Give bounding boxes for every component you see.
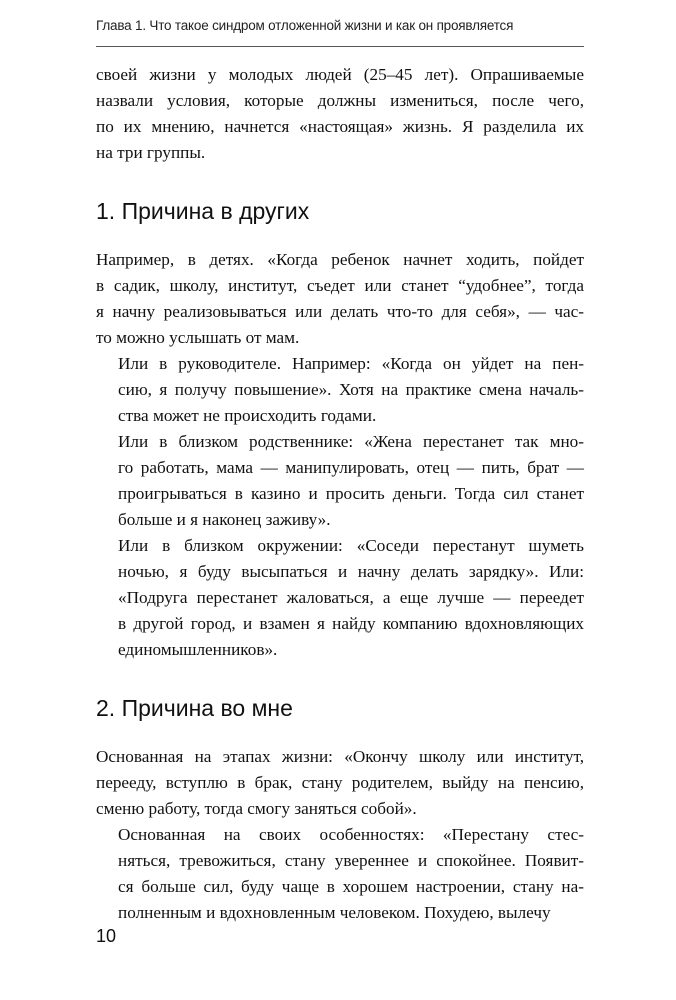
text-line: по их мнению, начнется «настоящая» жизнь. Я разделила их xyxy=(96,117,584,136)
text-line: Основанная на своих особенностях: «Перестану стес- xyxy=(118,825,584,844)
text-line: Или в близком родственнике: «Жена перестанет так мно- xyxy=(118,432,584,451)
text-line: го работать, мама — манипулировать, отец — пить, брат — xyxy=(118,458,584,477)
body-paragraph xyxy=(96,744,584,822)
text-line: сменю работу, тогда смогу заняться собой». xyxy=(96,799,417,818)
text-line: няться, тревожиться, стану увереннее и спокойнее. Появит- xyxy=(118,851,584,870)
text-line: перееду, вступлю в брак, стану родителем, выйду на пенсию, xyxy=(96,773,584,792)
body-paragraph xyxy=(96,533,584,663)
text-line: на три группы. xyxy=(96,143,206,162)
text-line: сию, я получу повышение». Хотя на практике смена началь- xyxy=(118,380,584,399)
page-body xyxy=(96,62,584,926)
body-paragraph xyxy=(96,429,584,533)
text-line: ночью, я буду высыпаться и начну делать зарядку». Или: xyxy=(118,562,584,581)
section-heading-2: 2. Причина во мне xyxy=(96,695,293,721)
text-line: то можно услышать от мам. xyxy=(96,328,300,347)
intro-paragraph xyxy=(96,62,584,166)
section-heading-1: 1. Причина в других xyxy=(96,198,310,224)
text-line: больше и я наконец заживу». xyxy=(118,510,331,529)
text-line: назвали условия, которые должны измениться, после чего, xyxy=(96,91,584,110)
text-line: проигрываться в казино и просить деньги. Тогда сил станет xyxy=(118,484,584,503)
text-line: я начну реализовываться или делать что-то для себя», — час- xyxy=(96,302,584,321)
text-line: ства может не происходить годами. xyxy=(118,406,377,425)
body-paragraph xyxy=(96,822,584,926)
text-line: единомышленников». xyxy=(118,640,278,659)
text-line: ся больше сил, буду чаще в хорошем настроении, стану на- xyxy=(118,877,584,896)
body-paragraph xyxy=(96,247,584,351)
header-divider xyxy=(96,46,584,47)
text-line: полненным и вдохновленным человеком. Похудею, вылечу xyxy=(118,903,551,922)
page-number: 10 xyxy=(96,926,117,946)
text-line: в другой город, и взамен я найду компанию вдохновляющих xyxy=(118,614,584,633)
text-line: Основанная на этапах жизни: «Окончу школу или институт, xyxy=(96,747,584,766)
body-paragraph xyxy=(96,351,584,429)
text-line: Или в руководителе. Например: «Когда он уйдет на пен- xyxy=(118,354,584,373)
running-header: Глава 1. Что такое синдром отложенной жизни и как он проявляется xyxy=(96,18,514,33)
text-line: «Подруга перестанет жаловаться, а еще лучше — переедет xyxy=(118,588,584,607)
text-line: Или в близком окружении: «Соседи перестанут шуметь xyxy=(118,536,584,555)
text-line: своей жизни у молодых людей (25–45 лет). Опрашиваемые xyxy=(96,65,584,84)
text-line: Например, в детях. «Когда ребенок начнет ходить, пойдет xyxy=(96,250,584,269)
text-line: в садик, школу, институт, съедет или станет “удобнее”, тогда xyxy=(96,276,584,295)
